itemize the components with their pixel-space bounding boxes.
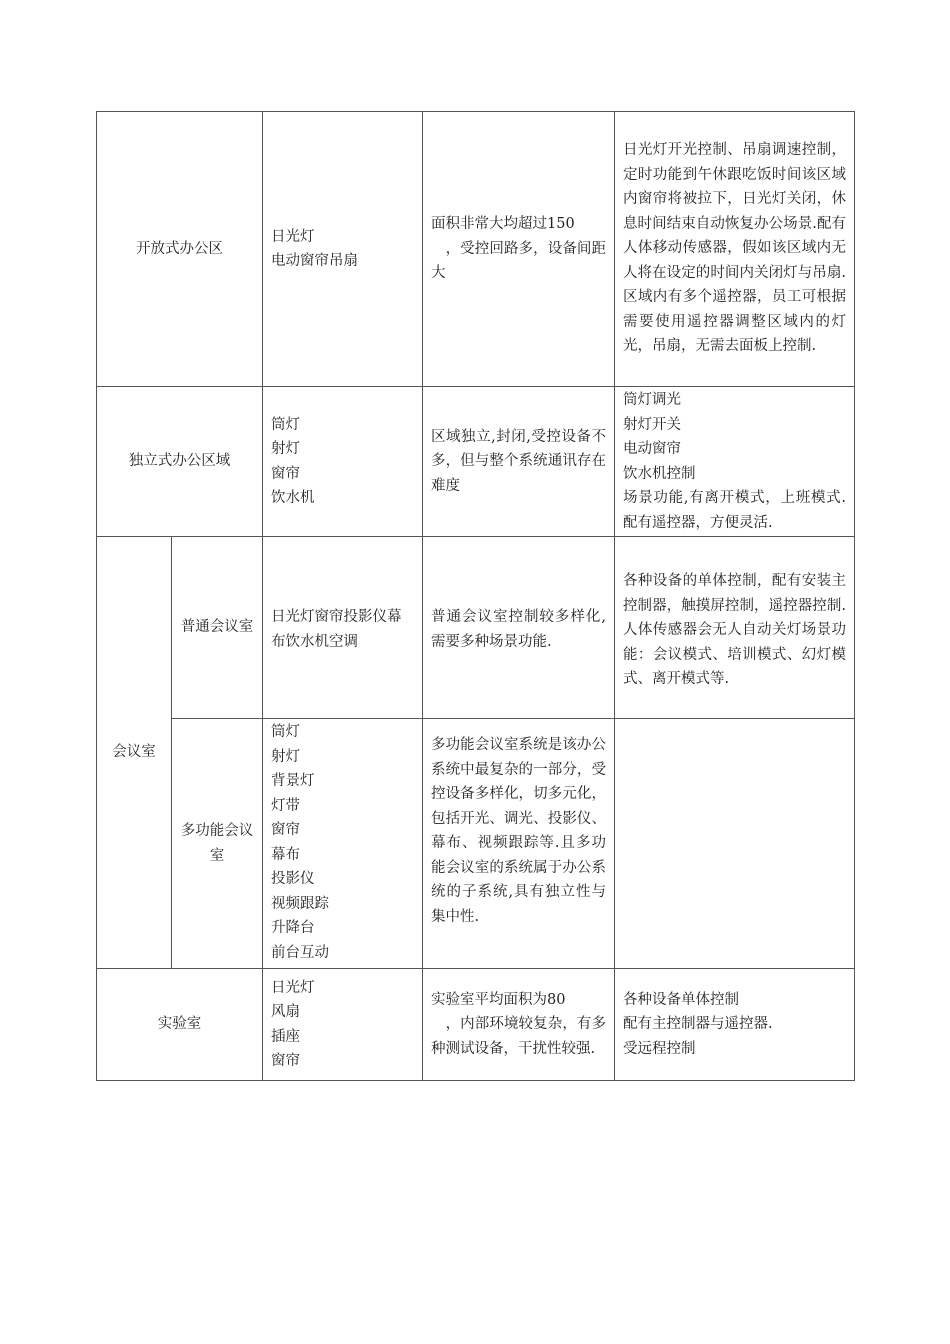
table-row [97,112,855,387]
devices-cell: 日光灯 风扇 插座 窗帘 [263,969,423,1081]
area-cell: 开放式办公区 [97,112,263,387]
table-row [97,969,855,1081]
area-cell: 实验室 [97,969,263,1081]
features-cell: 面积非常大均超过150 ，受控回路多，设备间距大 [423,112,615,387]
features-cell: 实验室平均面积为80 ，内部环境较复杂，有多种测试设备，干扰性较强. [423,969,615,1081]
devices-cell: 日光灯 电动窗帘吊扇 [263,112,423,387]
table-row [97,719,855,969]
features-cell: 多功能会议室系统是该办公系统中最复杂的一部分，受控设备多样化，切多元化，包括开光、调光、投影仪、幕布、视频跟踪等.且多功能会议室的系统属于办公系统的子系统,具有独立性与集中性. [423,719,615,969]
control-cell [615,719,855,969]
control-cell: 筒灯调光 射灯开关 电动窗帘 饮水机控制 场景功能,有离开模式，上班模式.配有遥控器，方便灵活. [615,387,855,537]
sub-area-cell: 多功能会议室 [172,719,263,969]
features-cell: 普通会议室控制较多样化,需要多种场景功能. [423,537,615,719]
features-cell: 区域独立,封闭,受控设备不多，但与整个系统通讯存在难度 [423,387,615,537]
area-cell: 独立式办公区域 [97,387,263,537]
devices-cell: 筒灯 射灯 窗帘 饮水机 [263,387,423,537]
control-cell: 各种设备单体控制 配有主控制器与遥控器. 受远程控制 [615,969,855,1081]
table-row [97,387,855,537]
control-cell: 日光灯开光控制、吊扇调速控制，定时功能到午休跟吃饭时间该区域内窗帘将被拉下，日光灯关闭，休息时间结束自动恢复办公场景.配有人体移动传感器，假如该区域内无人将在设定的时间内关闭灯与吊扇.区域内有多个遥控器，员工可根据需要使用遥控器调整区域内的灯光，吊扇，无需去面板上控制. [615,112,855,387]
spec-table [96,111,855,1081]
table-row [97,537,855,719]
devices-cell: 筒灯 射灯 背景灯 灯带 窗帘 幕布 投影仪 视频跟踪 升降台 前台互动 [263,719,423,969]
group-cell: 会议室 [97,537,172,969]
sub-area-cell: 普通会议室 [172,537,263,719]
devices-cell: 日光灯窗帘投影仪幕布饮水机空调 [263,537,423,719]
control-cell: 各种设备的单体控制，配有安装主控制器，触摸屏控制，遥控器控制.人体传感器会无人自动关灯场景功能：会议模式、培训模式、幻灯模式、离开模式等. [615,537,855,719]
